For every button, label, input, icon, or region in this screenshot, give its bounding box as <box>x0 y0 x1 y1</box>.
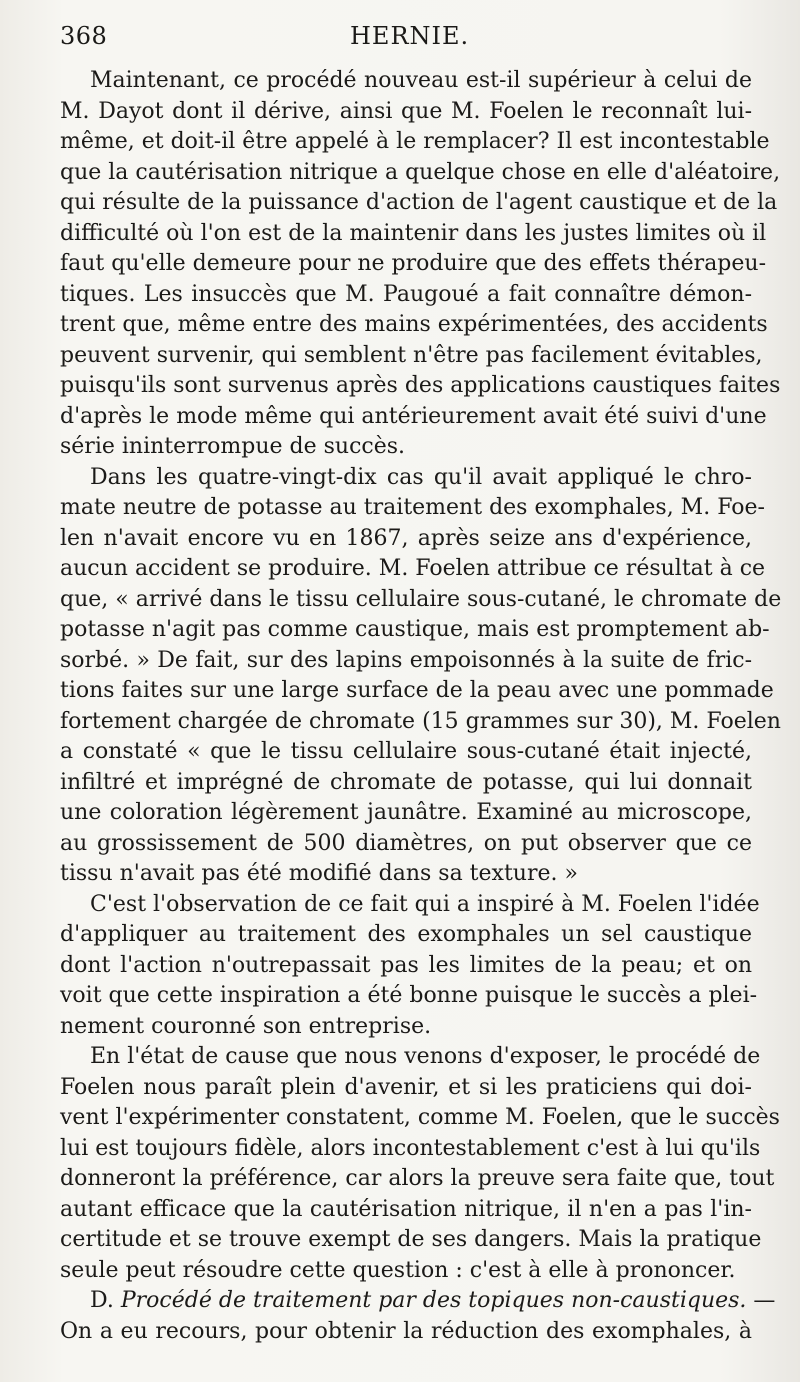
text-line: certitude et se trouve exempt de ses dangers. Mais la pratique <box>60 1227 762 1252</box>
text-line: au grossissement de 500 diamètres, on put observer que ce <box>60 830 752 856</box>
text-line: qui résulte de la puissance d'action de l'agent caustique et de la <box>60 190 778 215</box>
section-label: D. <box>90 1288 114 1313</box>
text-line: difficulté où l'on est de la maintenir dans les justes limites où il <box>60 220 767 246</box>
section-heading <box>60 1286 776 1347</box>
text-line: puisqu'ils sont survenus après des applications caustiques faites <box>60 373 781 398</box>
text-line: autant efficace que la cautérisation nitrique, il n'en a pas l'in- <box>60 1196 752 1222</box>
text-line: En l'état de cause que nous venons d'exposer, le procédé de <box>90 1044 761 1069</box>
text-line: Dans les quatre-vingt-dix cas qu'il avait appliqué le chro- <box>90 464 752 490</box>
text-line: série ininterrompue de succès. <box>60 434 406 459</box>
text-line: voit que cette inspiration a été bonne puisque le succès a plei- <box>60 983 758 1008</box>
text-line: Foelen nous paraît plein d'avenir, et si les praticiens qui doi- <box>60 1074 752 1100</box>
text-line: On a eu recours, pour obtenir la réduction des exomphales, à <box>60 1318 752 1344</box>
section-dash: — <box>746 1288 776 1313</box>
text-line: sorbé. » De fait, sur des lapins empoisonnés à la suite de fric- <box>60 647 752 673</box>
text-line: tions faites sur une large surface de la peau avec une pommade <box>60 678 774 703</box>
section-title: Procédé de traitement par des topiques non-caustiques. <box>120 1288 747 1313</box>
text-line: donneront la préférence, car alors la preuve sera faite que, tout <box>60 1166 775 1191</box>
paragraph-1 <box>60 66 781 463</box>
text-line: mate neutre de potasse au traitement des exomphales, M. Foe- <box>60 495 765 520</box>
text-line: len n'avait encore vu en 1867, après seize ans d'expérience, <box>60 525 752 551</box>
text-line: une coloration légèrement jaunâtre. Examiné au microscope, <box>60 800 752 825</box>
text-line: lui est toujours fidèle, alors incontestablement c'est à lui qu'ils <box>60 1135 761 1161</box>
text-line: potasse n'agit pas comme caustique, mais est promptement ab- <box>60 617 770 642</box>
paragraph-3 <box>60 890 760 1043</box>
text-line: aucun accident se produire. M. Foelen attribue ce résultat à ce <box>60 556 766 581</box>
paragraph-2 <box>60 463 782 890</box>
text-line: même, et doit-il être appelé à le remplacer? Il est incontestable <box>60 129 770 154</box>
running-head: HERNIE. <box>350 22 470 50</box>
text-line: d'appliquer au traitement des exomphales un sel caustique <box>60 922 752 947</box>
body-text <box>60 66 782 1347</box>
section-heading-line <box>60 1286 776 1317</box>
paragraph-4 <box>60 1042 780 1286</box>
page-number: 368 <box>60 22 108 50</box>
text-line: M. Dayot dont il dérive, ainsi que M. Foelen le reconnaît lui- <box>60 98 752 124</box>
text-line: tiques. Les insuccès que M. Paugoué a fait connaître démon- <box>60 281 752 307</box>
text-line: fortement chargée de chromate (15 grammes sur 30), M. Foelen <box>60 708 781 734</box>
text-line: infiltré et imprégné de chromate de potasse, qui lui donnait <box>60 769 752 795</box>
text-line: Maintenant, ce procédé nouveau est-il supérieur à celui de <box>90 68 752 93</box>
text-line: que, « arrivé dans le tissu cellulaire sous-cutané, le chromate de <box>60 586 782 612</box>
text-line: que la cautérisation nitrique a quelque chose en elle d'aléatoire, <box>60 159 781 185</box>
text-line: d'après le mode même qui antérieurement avait été suivi d'une <box>60 403 767 429</box>
text-line: seule peut résoudre cette question : c'est à elle à prononcer. <box>60 1257 736 1283</box>
text-line: nement couronné son entreprise. <box>60 1013 432 1039</box>
text-line: tissu n'avait pas été modifié dans sa texture. » <box>60 861 578 886</box>
text-line: trent que, même entre des mains expérimentées, des accidents <box>60 312 768 337</box>
page-header <box>60 22 750 54</box>
text-line: C'est l'observation de ce fait qui a inspiré à M. Foelen l'idée <box>90 891 760 917</box>
text-line: peuvent survenir, qui semblent n'être pas facilement évitables, <box>60 342 763 368</box>
text-line: dont l'action n'outrepassait pas les limites de la peau; et on <box>60 952 752 978</box>
text-line: faut qu'elle demeure pour ne produire que des effets thérapeu- <box>60 251 767 276</box>
text-line: a constaté « que le tissu cellulaire sous-cutané était injecté, <box>60 739 752 764</box>
text-line: vent l'expérimenter constatent, comme M. Foelen, que le succès <box>60 1105 780 1130</box>
